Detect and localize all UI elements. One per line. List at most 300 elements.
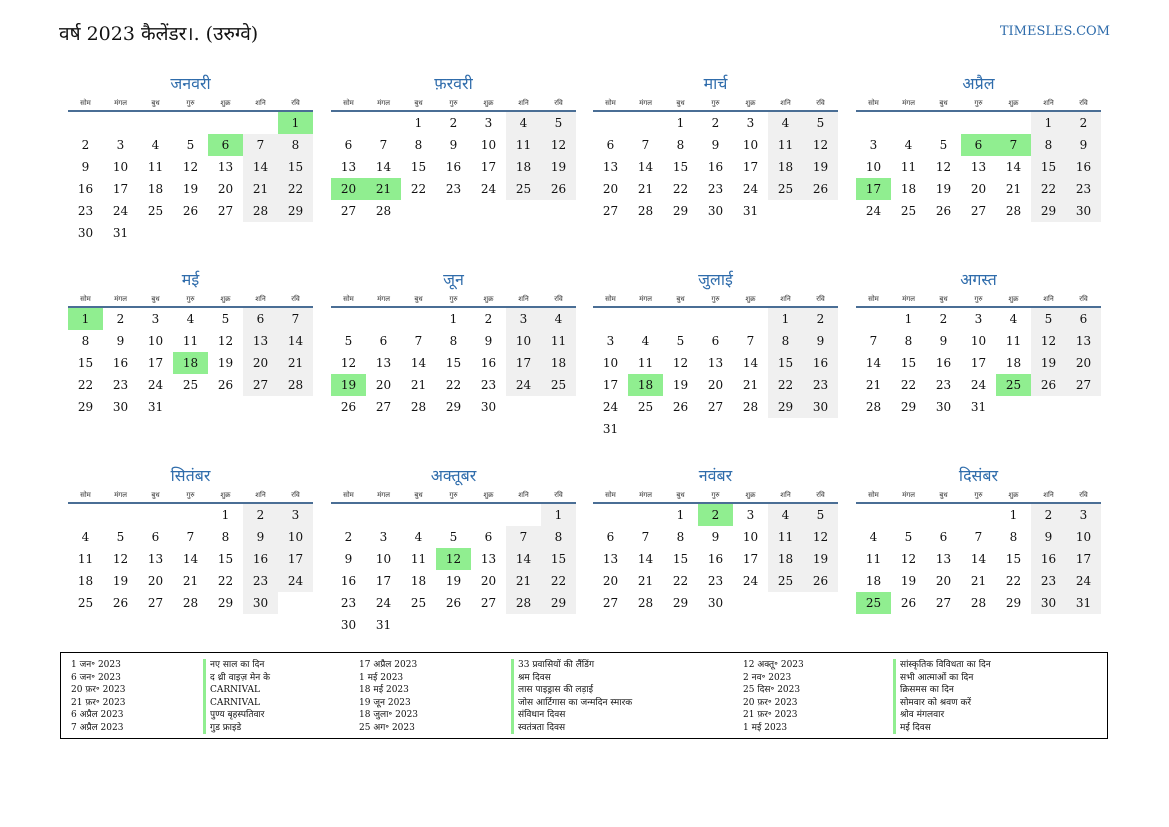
- holiday-name: स्वतंत्रता दिवस: [518, 722, 566, 733]
- day-cell: 25: [147, 204, 164, 218]
- day-cell: 28: [182, 596, 199, 610]
- weekend-day-cell: 2: [1066, 112, 1101, 134]
- empty-cell: [331, 112, 366, 134]
- holiday-day-cell: 19: [331, 374, 366, 396]
- day-cell: 7: [641, 530, 650, 544]
- day-cell: 11: [900, 160, 917, 174]
- day-cell: 15: [900, 356, 917, 370]
- weekend-day-cell: 9: [1066, 134, 1101, 156]
- day-cell: 17: [147, 356, 164, 370]
- holiday-name: लास पाइड्रास की लड़ाई: [518, 685, 594, 695]
- weekday-label: शुक्र: [1008, 295, 1019, 303]
- weekend-day-cell: 3: [278, 504, 313, 526]
- day-cell: 23: [77, 204, 94, 218]
- day-cell: 2: [449, 116, 458, 130]
- day-cell: 13: [340, 160, 357, 174]
- day-cell: 5: [116, 530, 125, 544]
- weekend-day-cell: 20: [243, 352, 278, 374]
- weekday-label: बुध: [151, 99, 160, 107]
- day-cell: 22: [1005, 574, 1022, 588]
- day-cell: 19: [217, 356, 234, 370]
- day-cell: 7: [869, 334, 878, 348]
- weekday-label: शुक्र: [1008, 99, 1019, 107]
- day-cell: 27: [935, 596, 952, 610]
- holiday-date: 18 मई 2023: [359, 685, 409, 695]
- day-cell: 20: [602, 574, 619, 588]
- day-cell: 3: [974, 312, 983, 326]
- holiday-date: 6 जन॰ 2023: [71, 672, 121, 683]
- day-cell: 17: [602, 378, 619, 392]
- empty-cell: [138, 112, 173, 134]
- weekend-day-cell: 14: [243, 156, 278, 178]
- holiday-date: 20 फ़र॰ 2023: [71, 685, 126, 695]
- weekday-label: शनि: [255, 491, 266, 499]
- weekday-label: शनि: [780, 491, 791, 499]
- month-block: [331, 268, 576, 418]
- weekend-day-cell: 26: [541, 178, 576, 200]
- weekend-day-cell: 25: [541, 374, 576, 396]
- day-cell: 27: [602, 596, 619, 610]
- day-cell: 16: [340, 574, 357, 588]
- weekday-label: गुरु: [711, 295, 720, 303]
- empty-cell: [471, 504, 506, 526]
- day-cell: 4: [641, 334, 650, 348]
- day-cell: 19: [112, 574, 129, 588]
- weekend-day-cell: 7: [243, 134, 278, 156]
- weekend-day-cell: 12: [803, 526, 838, 548]
- weekend-day-cell: 25: [768, 570, 803, 592]
- day-cell: 27: [970, 204, 987, 218]
- weekday-label: रवि: [1079, 491, 1088, 499]
- month-block: [856, 268, 1101, 418]
- weekend-day-cell: 24: [1066, 570, 1101, 592]
- day-cell: 19: [445, 574, 462, 588]
- month-block: [593, 464, 838, 614]
- day-cell: 14: [182, 552, 199, 566]
- weekend-day-cell: 22: [541, 570, 576, 592]
- day-cell: 2: [939, 312, 948, 326]
- month-block: [593, 72, 838, 222]
- day-cell: 18: [865, 574, 882, 588]
- day-cell: 31: [375, 618, 392, 632]
- day-cell: 15: [217, 552, 234, 566]
- weekday-label: मंगल: [377, 99, 390, 107]
- empty-cell: [208, 112, 243, 134]
- month-block: [68, 464, 313, 614]
- day-cell: 24: [602, 400, 619, 414]
- day-cell: 16: [935, 356, 952, 370]
- day-cell: 19: [900, 574, 917, 588]
- site-link[interactable]: TIMESLES.COM: [999, 24, 1110, 39]
- weekend-day-cell: 11: [768, 526, 803, 548]
- day-cell: 27: [480, 596, 497, 610]
- weekend-day-cell: 28: [243, 200, 278, 222]
- day-cell: 21: [1005, 182, 1022, 196]
- day-cell: 23: [480, 378, 497, 392]
- empty-cell: [331, 308, 366, 330]
- day-cell: 29: [77, 400, 94, 414]
- day-cell: 9: [484, 334, 493, 348]
- day-cell: 26: [935, 204, 952, 218]
- empty-cell: [366, 504, 401, 526]
- holiday-day-cell: 25: [996, 374, 1031, 396]
- day-cell: 28: [865, 400, 882, 414]
- day-cell: 18: [147, 182, 164, 196]
- empty-cell: [436, 504, 471, 526]
- weekday-label: गुरु: [974, 491, 983, 499]
- weekday-label: सोम: [605, 295, 616, 303]
- day-cell: 30: [935, 400, 952, 414]
- weekend-day-cell: 27: [243, 374, 278, 396]
- day-cell: 21: [182, 574, 199, 588]
- day-cell: 1: [221, 508, 230, 522]
- day-grid: [331, 504, 576, 636]
- day-cell: 2: [81, 138, 90, 152]
- day-cell: 10: [602, 356, 619, 370]
- weekend-day-cell: 11: [768, 134, 803, 156]
- day-grid: [68, 112, 313, 244]
- holiday-day-cell: 25: [856, 592, 891, 614]
- day-cell: 12: [182, 160, 199, 174]
- day-cell: 21: [865, 378, 882, 392]
- day-cell: 18: [410, 574, 427, 588]
- day-cell: 11: [637, 356, 654, 370]
- day-cell: 6: [379, 334, 388, 348]
- weekend-day-cell: 19: [541, 156, 576, 178]
- weekend-day-cell: 21: [506, 570, 541, 592]
- day-cell: 20: [707, 378, 724, 392]
- day-cell: 7: [186, 530, 195, 544]
- day-cell: 8: [1009, 530, 1018, 544]
- weekend-day-cell: 25: [768, 178, 803, 200]
- weekday-label: सोम: [605, 491, 616, 499]
- weekday-label: मंगल: [377, 491, 390, 499]
- weekend-day-cell: 5: [803, 112, 838, 134]
- day-cell: 18: [77, 574, 94, 588]
- day-cell: 4: [904, 138, 913, 152]
- day-cell: 29: [1005, 596, 1022, 610]
- month-name: सितंबर: [170, 466, 211, 485]
- holiday-date-column: [359, 659, 418, 734]
- empty-cell: [401, 504, 436, 526]
- day-cell: 15: [410, 160, 427, 174]
- weekday-label: रवि: [554, 491, 563, 499]
- day-cell: 29: [672, 596, 689, 610]
- day-cell: 28: [637, 596, 654, 610]
- weekend-day-cell: 4: [541, 308, 576, 330]
- holiday-list: [60, 652, 1108, 739]
- holiday-name: CARNIVAL: [210, 697, 260, 708]
- day-cell: 22: [445, 378, 462, 392]
- day-cell: 30: [707, 204, 724, 218]
- holiday-date: 25 दिस॰ 2023: [743, 685, 801, 695]
- day-cell: 7: [746, 334, 755, 348]
- day-cell: 17: [112, 182, 129, 196]
- day-cell: 15: [672, 552, 689, 566]
- weekend-day-cell: 17: [506, 352, 541, 374]
- holiday-date: 6 अप्रैल 2023: [71, 710, 124, 720]
- weekday-label: सोम: [343, 491, 354, 499]
- day-cell: 8: [904, 334, 913, 348]
- weekend-day-cell: 11: [506, 134, 541, 156]
- day-cell: 16: [112, 356, 129, 370]
- weekend-day-cell: 30: [1066, 200, 1101, 222]
- day-cell: 17: [742, 160, 759, 174]
- weekend-day-cell: 30: [1031, 592, 1066, 614]
- day-cell: 6: [484, 530, 493, 544]
- empty-cell: [173, 504, 208, 526]
- day-cell: 5: [676, 334, 685, 348]
- day-cell: 26: [182, 204, 199, 218]
- weekend-day-cell: 8: [768, 330, 803, 352]
- empty-cell: [856, 504, 891, 526]
- empty-cell: [628, 112, 663, 134]
- weekday-header: [331, 293, 576, 308]
- weekend-day-cell: 21: [243, 178, 278, 200]
- empty-cell: [103, 504, 138, 526]
- weekday-label: मंगल: [639, 491, 652, 499]
- weekday-label: मंगल: [114, 295, 127, 303]
- day-cell: 13: [375, 356, 392, 370]
- holiday-date: 21 फ़र॰ 2023: [71, 697, 126, 708]
- weekday-label: शनि: [255, 295, 266, 303]
- day-cell: 3: [116, 138, 125, 152]
- weekend-day-cell: 2: [1031, 504, 1066, 526]
- weekday-header: [593, 293, 838, 308]
- day-cell: 31: [112, 226, 129, 240]
- weekend-day-cell: 12: [541, 134, 576, 156]
- weekday-label: शुक्र: [220, 491, 231, 499]
- weekend-day-cell: 15: [768, 352, 803, 374]
- day-cell: 20: [375, 378, 392, 392]
- day-cell: 6: [606, 530, 615, 544]
- weekday-label: शुक्र: [745, 295, 756, 303]
- empty-cell: [593, 112, 628, 134]
- weekend-day-cell: 22: [768, 374, 803, 396]
- day-cell: 7: [379, 138, 388, 152]
- weekend-day-cell: 29: [541, 592, 576, 614]
- weekend-day-cell: 29: [768, 396, 803, 418]
- weekday-label: सोम: [80, 295, 91, 303]
- day-cell: 21: [410, 378, 427, 392]
- day-cell: 26: [900, 596, 917, 610]
- empty-cell: [68, 504, 103, 526]
- weekend-day-cell: 25: [506, 178, 541, 200]
- day-cell: 23: [112, 378, 129, 392]
- empty-cell: [926, 504, 961, 526]
- day-cell: 23: [707, 574, 724, 588]
- day-cell: 31: [147, 400, 164, 414]
- day-cell: 3: [606, 334, 615, 348]
- holiday-day-cell: 18: [628, 374, 663, 396]
- day-cell: 20: [480, 574, 497, 588]
- holiday-date: 17 अप्रैल 2023: [359, 660, 418, 670]
- holiday-name: द थ्री वाइज़ मेन के: [210, 672, 271, 683]
- weekday-label: बुध: [676, 99, 685, 107]
- holiday-date: 12 अक्तू॰ 2023: [743, 660, 804, 670]
- day-cell: 24: [375, 596, 392, 610]
- weekend-day-cell: 9: [803, 330, 838, 352]
- weekday-label: शनि: [518, 491, 529, 499]
- day-cell: 28: [742, 400, 759, 414]
- day-cell: 15: [1005, 552, 1022, 566]
- weekday-header: [68, 293, 313, 308]
- day-grid: [331, 308, 576, 418]
- weekend-day-cell: 23: [1066, 178, 1101, 200]
- day-cell: 16: [480, 356, 497, 370]
- weekday-label: शुक्र: [483, 99, 494, 107]
- empty-cell: [891, 112, 926, 134]
- weekend-day-cell: 1: [768, 308, 803, 330]
- day-cell: 8: [676, 138, 685, 152]
- holiday-date: 18 जुला॰ 2023: [359, 710, 419, 720]
- day-cell: 4: [414, 530, 423, 544]
- weekend-day-cell: 27: [1066, 374, 1101, 396]
- weekend-day-cell: 17: [278, 548, 313, 570]
- day-grid: [856, 308, 1101, 418]
- weekend-day-cell: 18: [541, 352, 576, 374]
- empty-cell: [173, 112, 208, 134]
- weekday-label: गुरु: [186, 491, 195, 499]
- weekday-label: मंगल: [902, 295, 915, 303]
- day-cell: 14: [410, 356, 427, 370]
- day-cell: 12: [935, 160, 952, 174]
- day-cell: 3: [379, 530, 388, 544]
- month-block: [593, 268, 838, 440]
- day-cell: 28: [637, 204, 654, 218]
- weekday-label: रवि: [291, 99, 300, 107]
- day-cell: 8: [81, 334, 90, 348]
- day-cell: 29: [900, 400, 917, 414]
- day-grid: [331, 112, 576, 222]
- weekday-header: [331, 97, 576, 112]
- empty-cell: [663, 308, 698, 330]
- day-cell: 21: [970, 574, 987, 588]
- weekend-day-cell: 26: [1031, 374, 1066, 396]
- day-cell: 19: [672, 378, 689, 392]
- day-cell: 2: [116, 312, 125, 326]
- weekend-day-cell: 10: [1066, 526, 1101, 548]
- weekday-label: गुरु: [711, 491, 720, 499]
- holiday-day-cell: 6: [961, 134, 996, 156]
- weekend-day-cell: 26: [803, 570, 838, 592]
- day-cell: 29: [445, 400, 462, 414]
- day-cell: 22: [672, 574, 689, 588]
- weekday-label: बुध: [414, 295, 423, 303]
- weekend-day-cell: 10: [278, 526, 313, 548]
- weekend-day-cell: 4: [768, 112, 803, 134]
- weekday-label: सोम: [343, 99, 354, 107]
- day-cell: 20: [970, 182, 987, 196]
- month-name: मई: [181, 270, 200, 289]
- holiday-date: 1 मई 2023: [743, 722, 788, 733]
- weekday-header: [856, 293, 1101, 308]
- weekend-day-cell: 8: [278, 134, 313, 156]
- empty-cell: [401, 308, 436, 330]
- weekday-label: शुक्र: [745, 491, 756, 499]
- empty-cell: [856, 112, 891, 134]
- day-cell: 28: [1005, 204, 1022, 218]
- weekend-day-cell: 8: [1031, 134, 1066, 156]
- day-cell: 23: [707, 182, 724, 196]
- weekend-day-cell: 1: [541, 504, 576, 526]
- day-cell: 10: [480, 138, 497, 152]
- day-cell: 11: [182, 334, 199, 348]
- page-title: वर्ष 2023 कैलेंडर।. (उरुग्वे): [59, 23, 259, 45]
- day-cell: 5: [449, 530, 458, 544]
- day-cell: 4: [869, 530, 878, 544]
- month-name: मार्च: [703, 74, 728, 93]
- day-cell: 10: [865, 160, 882, 174]
- weekday-header: [331, 489, 576, 504]
- weekend-day-cell: 5: [803, 504, 838, 526]
- day-cell: 24: [480, 182, 497, 196]
- day-cell: 12: [112, 552, 129, 566]
- weekend-day-cell: 15: [278, 156, 313, 178]
- weekend-day-cell: 28: [506, 592, 541, 614]
- weekday-label: सोम: [80, 99, 91, 107]
- day-cell: 17: [970, 356, 987, 370]
- weekday-label: रवि: [816, 99, 825, 107]
- weekend-day-cell: 3: [1066, 504, 1101, 526]
- weekend-day-cell: 12: [1031, 330, 1066, 352]
- holiday-day-cell: 1: [68, 308, 103, 330]
- holiday-day-cell: 21: [366, 178, 401, 200]
- day-cell: 3: [746, 508, 755, 522]
- weekend-day-cell: 30: [803, 396, 838, 418]
- day-cell: 24: [742, 574, 759, 588]
- day-cell: 16: [707, 552, 724, 566]
- day-cell: 11: [865, 552, 882, 566]
- weekday-label: सोम: [605, 99, 616, 107]
- day-cell: 3: [151, 312, 160, 326]
- weekday-label: बुध: [151, 295, 160, 303]
- weekday-label: मंगल: [902, 491, 915, 499]
- empty-cell: [68, 112, 103, 134]
- weekend-day-cell: 15: [1031, 156, 1066, 178]
- day-cell: 22: [410, 182, 427, 196]
- day-cell: 8: [449, 334, 458, 348]
- weekday-label: रवि: [1079, 99, 1088, 107]
- day-cell: 24: [112, 204, 129, 218]
- day-cell: 6: [151, 530, 160, 544]
- month-name: जुलाई: [698, 270, 733, 289]
- day-cell: 4: [186, 312, 195, 326]
- weekday-label: शुक्र: [220, 99, 231, 107]
- holiday-name: संविधान दिवस: [518, 710, 566, 720]
- day-cell: 13: [147, 552, 164, 566]
- weekend-day-cell: 16: [243, 548, 278, 570]
- day-cell: 7: [641, 138, 650, 152]
- day-cell: 23: [935, 378, 952, 392]
- weekend-day-cell: 9: [243, 526, 278, 548]
- day-cell: 13: [602, 552, 619, 566]
- month-block: [856, 72, 1101, 222]
- day-cell: 13: [217, 160, 234, 174]
- day-cell: 30: [112, 400, 129, 414]
- day-cell: 3: [484, 116, 493, 130]
- day-cell: 28: [970, 596, 987, 610]
- day-cell: 12: [900, 552, 917, 566]
- day-cell: 8: [676, 530, 685, 544]
- weekday-label: मंगल: [114, 99, 127, 107]
- weekday-label: बुध: [676, 491, 685, 499]
- empty-cell: [138, 504, 173, 526]
- day-cell: 25: [410, 596, 427, 610]
- day-cell: 13: [480, 552, 497, 566]
- holiday-name-column: [893, 659, 991, 734]
- weekday-label: सोम: [868, 99, 879, 107]
